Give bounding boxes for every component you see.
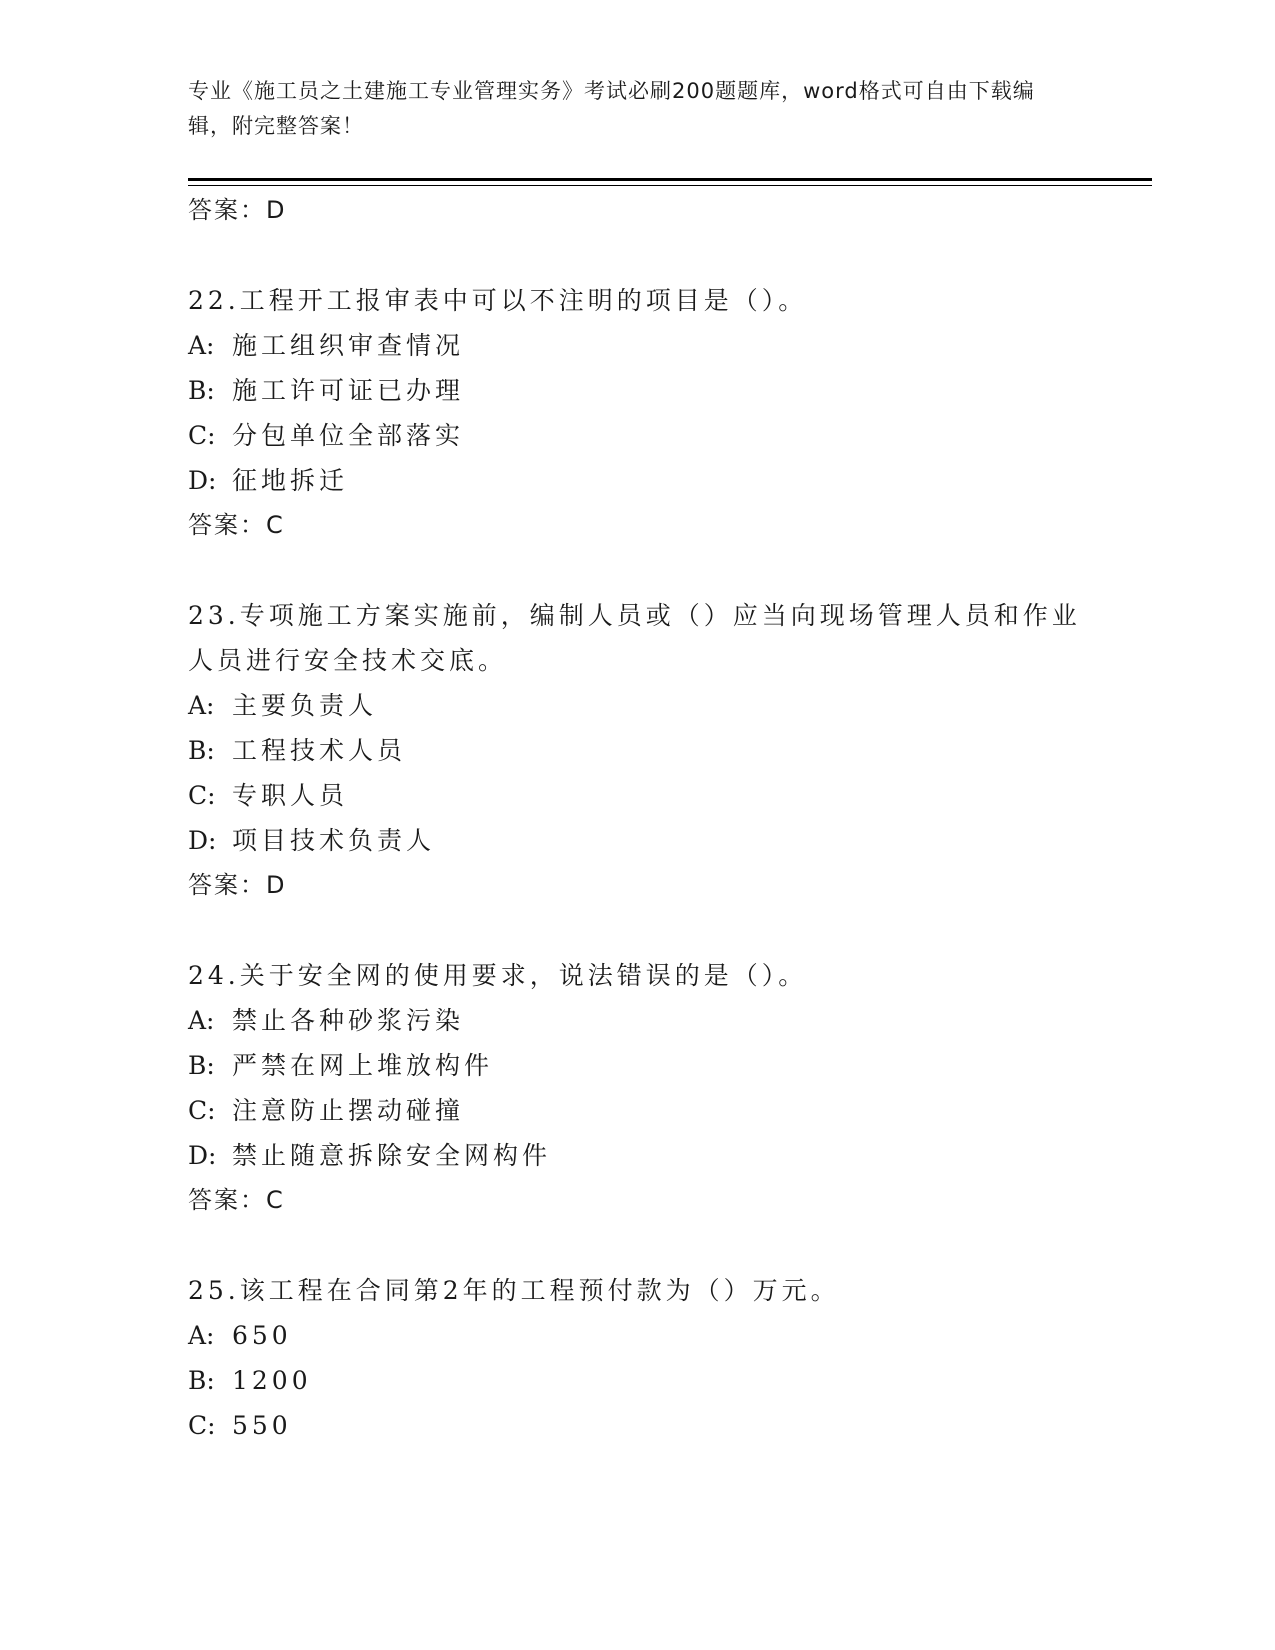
option-text: 主要负责人	[232, 691, 378, 720]
option-text: 注意防止摆动碰撞	[232, 1096, 465, 1125]
option-key: B:	[188, 376, 215, 405]
question-item	[188, 278, 1108, 548]
option-key: D:	[188, 466, 217, 495]
option-a	[188, 323, 1108, 368]
option-text: 650	[232, 1321, 292, 1350]
answer-line	[188, 503, 1108, 548]
page-header: 专业《施工员之土建施工专业管理实务》考试必刷200题题库，word格式可自由下载编辑，附完整答案！	[188, 79, 1035, 138]
question-stem: 专项施工方案实施前，编制人员或（）应当向现场管理人员和作业人员进行安全技术交底。	[188, 601, 1081, 675]
option-text: 550	[232, 1411, 292, 1440]
question-text	[188, 593, 1108, 683]
option-text: 项目技术负责人	[232, 826, 436, 855]
option-d	[188, 818, 1108, 863]
option-a	[188, 1313, 1108, 1358]
option-key: A:	[188, 691, 215, 720]
question-text	[188, 953, 1108, 998]
option-text: 禁止随意拆除安全网构件	[232, 1141, 552, 1170]
answer-label: 答案：	[188, 871, 266, 899]
question-number: 25.	[188, 1276, 240, 1305]
option-text: 禁止各种砂浆污染	[232, 1006, 465, 1035]
answer-line	[188, 188, 1108, 233]
option-text: 施工许可证已办理	[232, 376, 465, 405]
header-rule-thin	[188, 185, 1152, 186]
option-d	[188, 458, 1108, 503]
option-text: 严禁在网上堆放构件	[232, 1051, 494, 1080]
answer-label: 答案：	[188, 196, 266, 224]
option-key: B:	[188, 736, 215, 765]
question-text	[188, 278, 1108, 323]
option-text: 征地拆迁	[232, 466, 349, 495]
option-b	[188, 728, 1108, 773]
question-item	[188, 1268, 1108, 1448]
option-a	[188, 998, 1108, 1043]
answer-value: C	[266, 511, 283, 539]
answer-line	[188, 863, 1108, 908]
answer-line	[188, 1178, 1108, 1223]
option-text: 施工组织审查情况	[232, 331, 465, 360]
question-number: 23.	[188, 601, 240, 630]
answer-value: C	[266, 1186, 283, 1214]
option-key: C:	[188, 421, 216, 450]
header-rule-thick	[188, 178, 1152, 181]
option-text: 分包单位全部落实	[232, 421, 465, 450]
option-key: D:	[188, 826, 217, 855]
question-stem: 工程开工报审表中可以不注明的项目是（）。	[239, 286, 808, 315]
option-key: C:	[188, 1096, 216, 1125]
option-text: 专职人员	[232, 781, 349, 810]
question-stem: 关于安全网的使用要求，说法错误的是（）。	[239, 961, 808, 990]
answer-label: 答案：	[188, 1186, 266, 1214]
option-c	[188, 1403, 1108, 1448]
option-key: B:	[188, 1051, 215, 1080]
question-number: 24.	[188, 961, 240, 990]
question-item	[188, 953, 1108, 1223]
question-list	[188, 188, 1108, 1448]
question-item	[188, 593, 1108, 908]
option-b	[188, 1043, 1108, 1088]
option-c	[188, 413, 1108, 458]
option-key: B:	[188, 1366, 215, 1395]
question-text	[188, 1268, 1108, 1313]
answer-value: D	[266, 196, 285, 224]
option-text: 1200	[232, 1366, 312, 1395]
option-text: 工程技术人员	[232, 736, 407, 765]
option-c	[188, 1088, 1108, 1133]
option-d	[188, 1133, 1108, 1178]
option-key: C:	[188, 781, 216, 810]
option-key: A:	[188, 331, 215, 360]
option-key: A:	[188, 1321, 215, 1350]
option-key: D:	[188, 1141, 217, 1170]
question-stem: 该工程在合同第2年的工程预付款为（）万元。	[239, 1276, 840, 1305]
option-key: C:	[188, 1411, 216, 1440]
option-c	[188, 773, 1108, 818]
answer-value: D	[266, 871, 285, 899]
option-b	[188, 368, 1108, 413]
question-number: 22.	[188, 286, 240, 315]
option-b	[188, 1358, 1108, 1403]
option-a	[188, 683, 1108, 728]
answer-label: 答案：	[188, 511, 266, 539]
option-key: A:	[188, 1006, 215, 1035]
